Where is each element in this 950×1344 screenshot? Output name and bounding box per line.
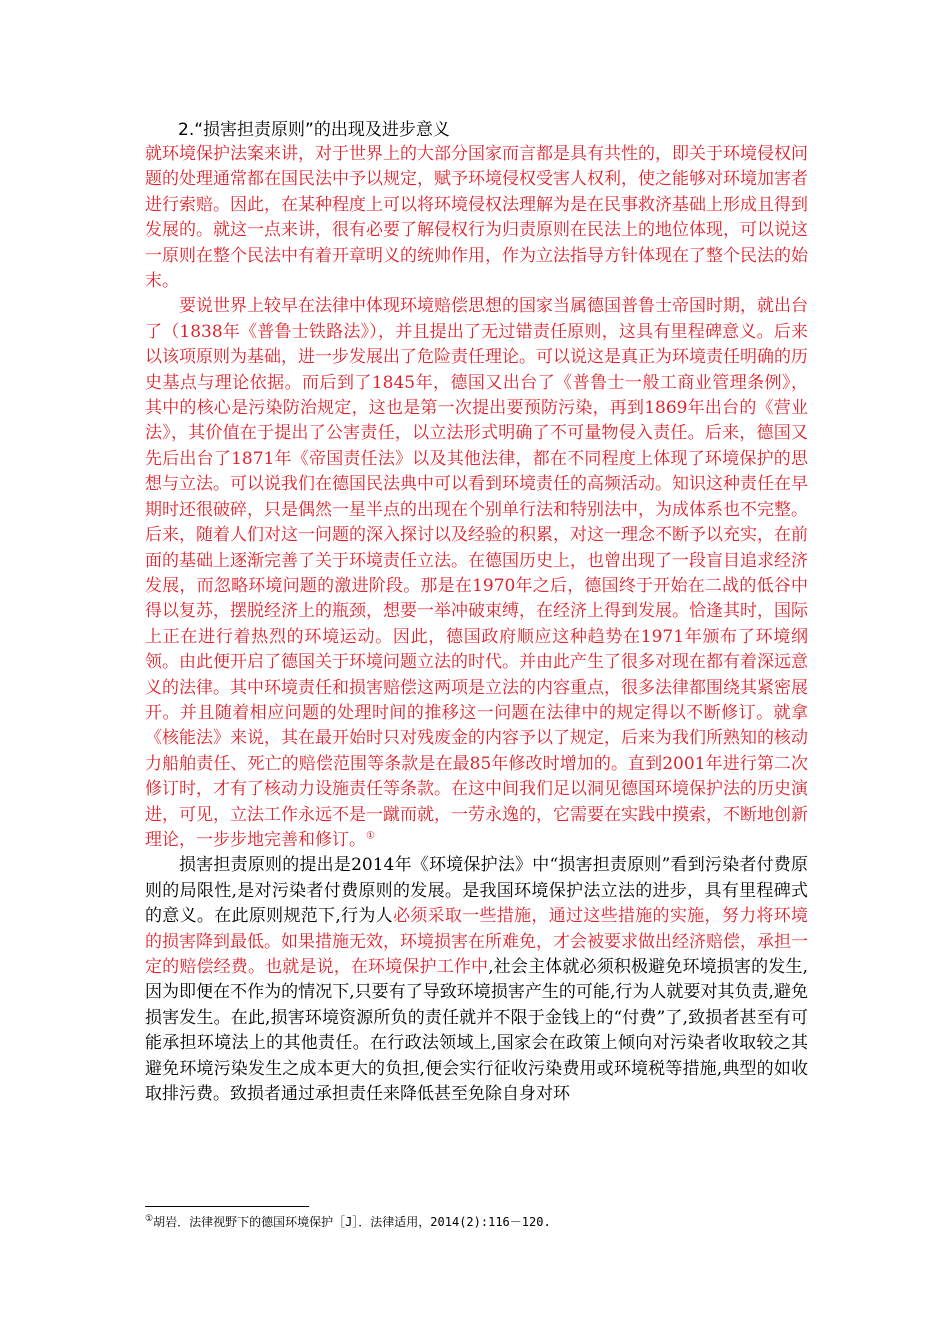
document-body — [145, 118, 808, 1107]
footnote-mark: ① — [145, 1214, 154, 1224]
paragraph-2-text: 要说世界上较早在法律中体现环境赔偿思想的国家当属德国普鲁士帝国时期，就出台了（1838年《普鲁士铁路法》），并且提出了无过错责任原则，这具有里程碑意义。后来以该项原则为基础，进一步发展出了危险责任理论。可以说这是真正为环境责任明确的历史基点与理论依据。而后到了1845年，德国又出台了《普鲁士一般工商业管理条例》，其中的核心是污染防治规定，这也是第一次提出要预防污染，再到1869年出台的《营业法》，其价值在于提出了公害责任，以立法形式明确了不可量物侵入责任。后来，德国又先后出台了1871年《帝国责任法》以及其他法律，都在不同程度上体现了环境保护的思想与立法。可以说我们在德国民法典中可以看到环境责任的高频活动。知识这种责任在早期时还很破碎，只是偶然一星半点的出现在个别单行法和特别法中，为成体系也不完整。后来，随着人们对这一问题的深入探讨以及经验的积累，对这一理念不断予以充实，在前面的基础上逐渐完善了关于环境责任立法。在德国历史上，也曾出现了一段盲目追求经济发展，而忽略环境问题的激进阶段。那是在1970年之后，德国终于开始在二战的低谷中得以复苏，摆脱经济上的瓶颈，想要一举冲破束缚，在经济上得到发展。恰逢其时，国际上正在进行着热烈的环境运动。因此，德国政府顺应这种趋势在1971年颁布了环境纲领。由此便开启了德国关于环境问题立法的时代。并由此产生了很多对现在都有着深远意义的法律。其中环境责任和损害赔偿这两项是立法的内容重点，很多法律都围绕其紧密展开。并且随着相应问题的处理时间的推移这一问题在法律中的规定得以不断修订。就拿《核能法》来说，其在最开始时只对残废金的内容予以了规定，后来为我们所熟知的核动力船舶责任、死亡的赔偿范围等条款是在最85年修改时增加的。直到2001年进行第二次修订时，才有了核动力设施责任等条款。在这中间我们足以洞见德国环境保护法的历史演进，可见，立法工作永远不是一蹴而就，一劳永逸的，它需要在实践中摸索，不断地创新理论，一步步地完善和修订。 — [145, 296, 808, 850]
paragraph-3 — [145, 853, 808, 1107]
paragraph-2 — [145, 294, 808, 853]
footnote-divider — [145, 1206, 309, 1207]
paragraph-3-text-b: ,社会主体就必须积极避免环境损害的发生,因为即便在不作为的情况下,只要有了导致环境损害产生的可能,行为人就要对其负责,避免损害发生。在此,损害环境资源所负的责任就并不限于金钱上的“付费”了,致损者甚至有可能承担环境法上的其他责任。在行政法领域上,国家会在政策上倾向对污染者收取较之其避免环境污染发生之成本更大的负担,便会实行征收污染费用或环境税等措施,典型的如收取排污费。致损者通过承担责任来降低甚至免除自身对环 — [145, 957, 809, 1105]
paragraph-1: 就环境保护法案来讲，对于世界上的大部分国家而言都是具有共性的，即关于环境侵权问题的处理通常都在国民法中予以规定，赋予环境侵权受害人权利，使之能够对环境加害者进行索赔。因此，在某种程度上可以将环境侵权法理解为是在民事救济基础上形成且得到发展的。就这一点来讲，很有必要了解侵权行为归责原则在民法上的地位体现，可以说这一原则在整个民法中有着开章明义的统帅作用，作为立法指导方针体现在了整个民法的始末。 — [145, 144, 808, 292]
footnote-reference: ① — [366, 830, 375, 842]
footnote — [145, 1214, 808, 1230]
footnote-text: 胡岩．法律视野下的德国环境保护［J］．法律适用，2014(2):116－120. — [153, 1215, 551, 1229]
paragraph-3-text-a: 损害担责原则的提出是2014年《环境保护法》中“损害担责原则”看到污染者付费原则的局限性,是对污染者付费原则的发展。是我国环境保护法立法的进步，具有里程碑式的意义。在此原则规范下,行为人 — [145, 855, 808, 927]
paragraph-3-text-highlight: 必须采取一些措施，通过这些措施的实施，努力将环境的损害降到最低。如果措施无效，环境损害在所难免，才会被要求做出经济赔偿，承担一定的赔偿经费。也就是说，在环境保护工作中 — [145, 906, 809, 977]
section-heading: 2.“损害担责原则”的出现及进步意义 — [178, 120, 450, 140]
